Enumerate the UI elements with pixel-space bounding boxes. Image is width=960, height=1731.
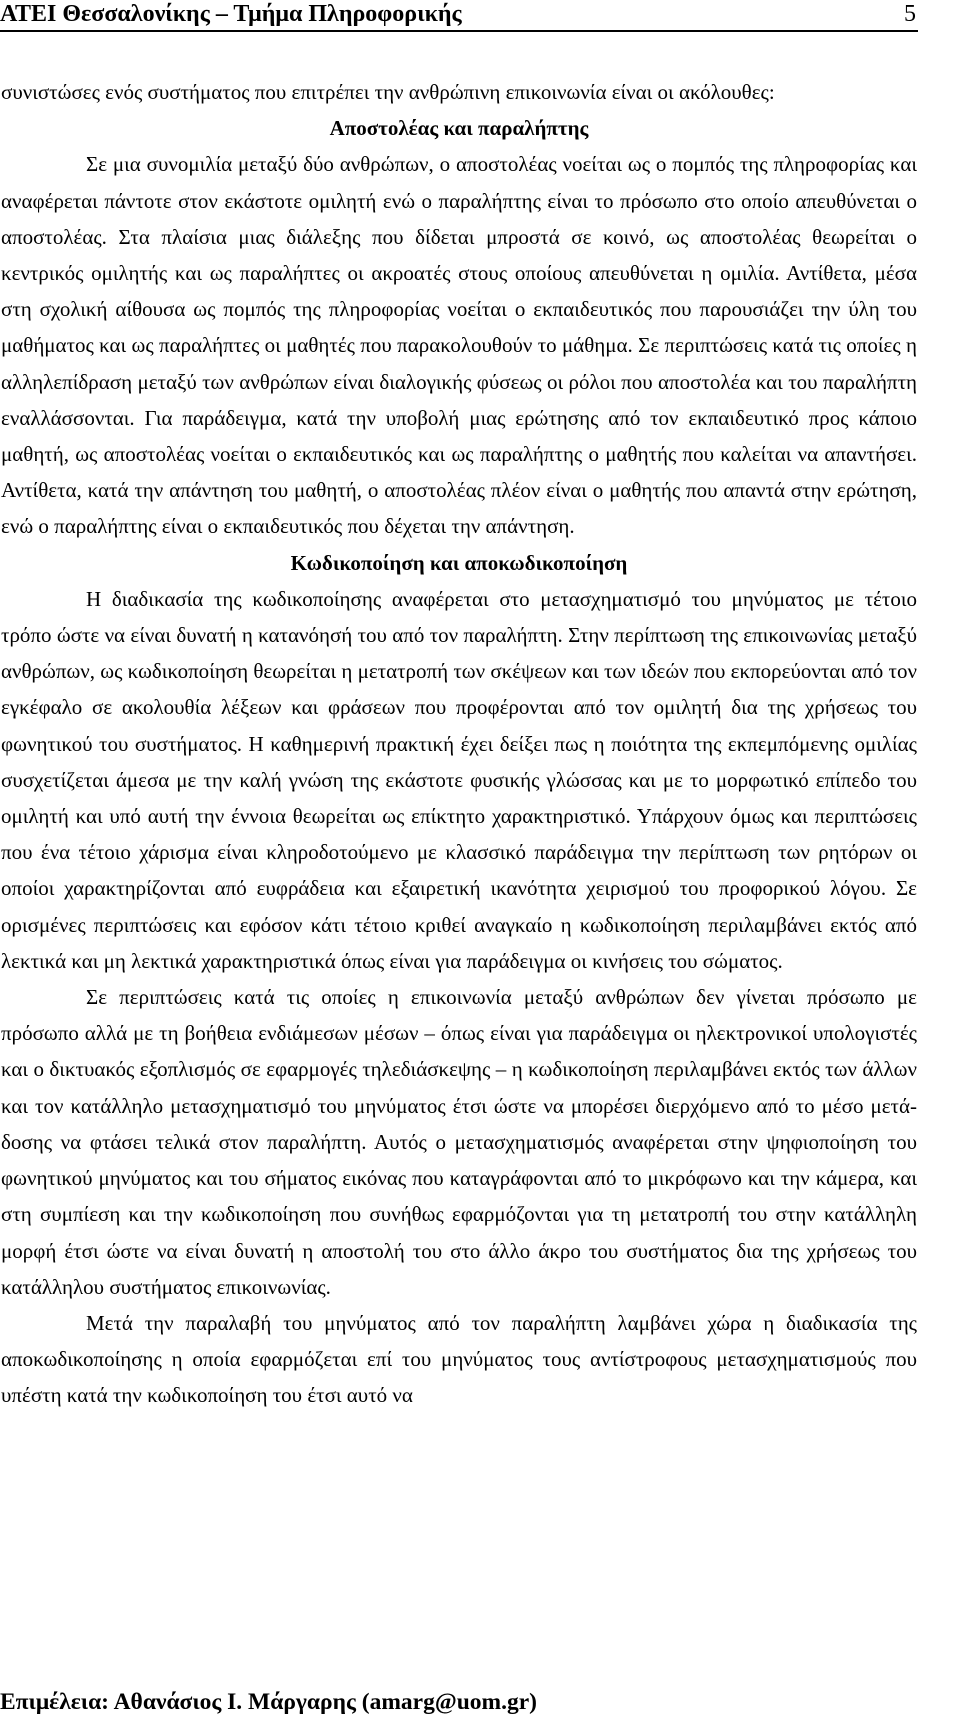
page-footer: Επιμέλεια: Αθανάσιος Ι. Μάργαρης (amarg@uom.gr): [0, 1689, 537, 1715]
document-body: [1, 74, 917, 1414]
page-number: 5: [904, 1, 916, 27]
intro-paragraph: συνιστώσες ενός συστήματος που επιτρέπει την ανθρώπινη επικοινωνία είναι οι ακόλουθες:: [1, 80, 775, 104]
section-heading-sender-receiver: Αποστολέας και παραλήπτης: [329, 116, 589, 141]
section-heading-encoding-decoding: Κωδικοποίηση και αποκωδικοποίηση: [290, 550, 628, 575]
paragraph: Σε περιπτώσεις κατά τις οποίες η επικοινωνία μεταξύ ανθρώπων δεν γίνεται πρόσωπο με πρόσωπο αλλά με τη βοήθεια ενδιάμεσων μέσων – όπως είναι για παράδειγμα οι ηλεκτρονικοί υπολογιστές και ο δικτυακός εξοπλισμός σε εφαρμογές τηλεδιάσκεψης – η κωδικοποίηση περιλαμβάνει εκτός των άλλων και τον κατάλληλο μετασχηματισμό του μηνύματος έτσι ώστε να μπορέσει διερχόμενο από το μέσο μετάδοσης να φτάσει τελικά στον παραλήπτη. Αυτός ο μετασχηματισμός αναφέρεται στην ψηφιοποίηση του φωνητικού μηνύματος και του σήματος εικόνας που καταγράφονται από το μικρόφωνο και την κάμερα, και στη συμπίεση και την κωδικοποίηση που συνήθως εφαρμόζονται για τη μετατροπή του στην κατάλληλη μορφή έτσι ώστε να είναι δυνατή η αποστολή του στο άλλο άκρο του συστήματος δια της χρήσεως του κατάλληλου συστήματος επικοινωνίας.: [1, 985, 917, 1299]
paragraph: Μετά την παραλαβή του μηνύματος από τον παραλήπτη λαμβάνει χώρα η διαδικασία της αποκωδικοποίησης η οποία εφαρμόζεται επί του μηνύματος τους αντίστροφους μετασχηματισμούς που υπέστη κατά την κωδικοποίηση του έτσι αυτό να: [1, 1310, 917, 1408]
paragraph: Σε μια συνομιλία μεταξύ δύο ανθρώπων, ο αποστολέας νοείται ως ο πομπός της πληροφορίας και αναφέρεται πάντοτε στον εκάστοτε ομιλητή ενώ ο παραλήπτης είναι το πρόσωπο στο οποίο απευθύνεται ο αποστολέας. Στα πλαίσια μιας διάλεξης που δίδεται μπροστά σε κοινό, ως αποστολέας θεωρείται ο κεντρικός ομιλητής και ως παραλήπτες οι ακροατές στους οποίους απευθύνεται η ομιλία. Αντίθετα, μέσα στη σχολική αίθουσα ως πομπός της πληροφορίας νοείται ο εκπαιδευτικός που παρουσιάζει την ύλη του μαθήματος και ως παραλήπτες οι μαθητές που παρακολουθούν το μάθημα. Σε περιπτώσεις κατά τις οποίες η αλληλεπίδραση μεταξύ των ανθρώπων είναι διαλογικής φύσεως οι ρόλοι που αποστολέα και του παραλήπτη εναλλάσσονται. Για παράδειγμα, κατά την υποβολή μιας ερώτησης από τον εκπαιδευτικό προς κάποιο μαθητή, ως αποστολέας νοείται ο εκπαιδευτικός και ως παραλήπτης ο μαθητής που καλείται να απαντήσει. Αντίθετα, κατά την απάντηση του μαθητή, ο αποστολέας πλέον είναι ο μαθητής που απαντά στην ερώτηση, ενώ ο παραλήπτης είναι ο εκπαιδευτικός που δέχεται την απάντηση.: [1, 152, 917, 539]
page-header: [0, 0, 918, 32]
header-title: ΑΤΕΙ Θεσσαλονίκης – Τμήμα Πληροφορικής: [0, 1, 462, 27]
paragraph: Η διαδικασία της κωδικοποίησης αναφέρεται στο μετασχηματισμό του μηνύματος με τέτοιο τρόπο ώστε να είναι δυνατή η κατανόησή του από τον παραλήπτη. Στην περίπτωση της επικοινωνίας μεταξύ ανθρώπων, ως κωδικοποίηση θεωρείται η μετατροπή των σκέψεων και των ιδεών που εκπορεύονται από τον εγκέφαλο σε ακολουθία λέξεων και φράσεων που προφέρονται από τον ομιλητή δια της χρήσεως του φωνητικού του συστήματος. Η καθημερινή πρακτική έχει δείξει πως η ποιότητα της εκπεμπόμενης ομιλίας συσχετίζεται άμεσα με την καλή γνώση της εκάστοτε φυσικής γλώσσας και με το μορφωτικό επίπεδο του ομιλητή και υπό αυτή την έννοια θεωρείται ως επίκτητο χαρακτηριστικό. Υπάρχουν όμως και περιπτώσεις που ένα τέτοιο χάρισμα είναι κληροδοτούμενο με κλασσικό παράδειγμα την περίπτωση των ρητόρων οι οποίοι χαρακτηρίζονται από ευφράδεια και εξαιρετική ικανότητα χειρισμού του προφορικού λόγου. Σε ορισμένες περιπτώσεις και εφόσον κάτι τέτοιο κριθεί αναγκαίο η κωδικοποίηση περιλαμβάνει εκτός από λεκτικά και μη λεκτικά χαρακτηριστικά όπως είναι για παράδειγμα οι κινήσεις του σώματος.: [1, 586, 917, 973]
